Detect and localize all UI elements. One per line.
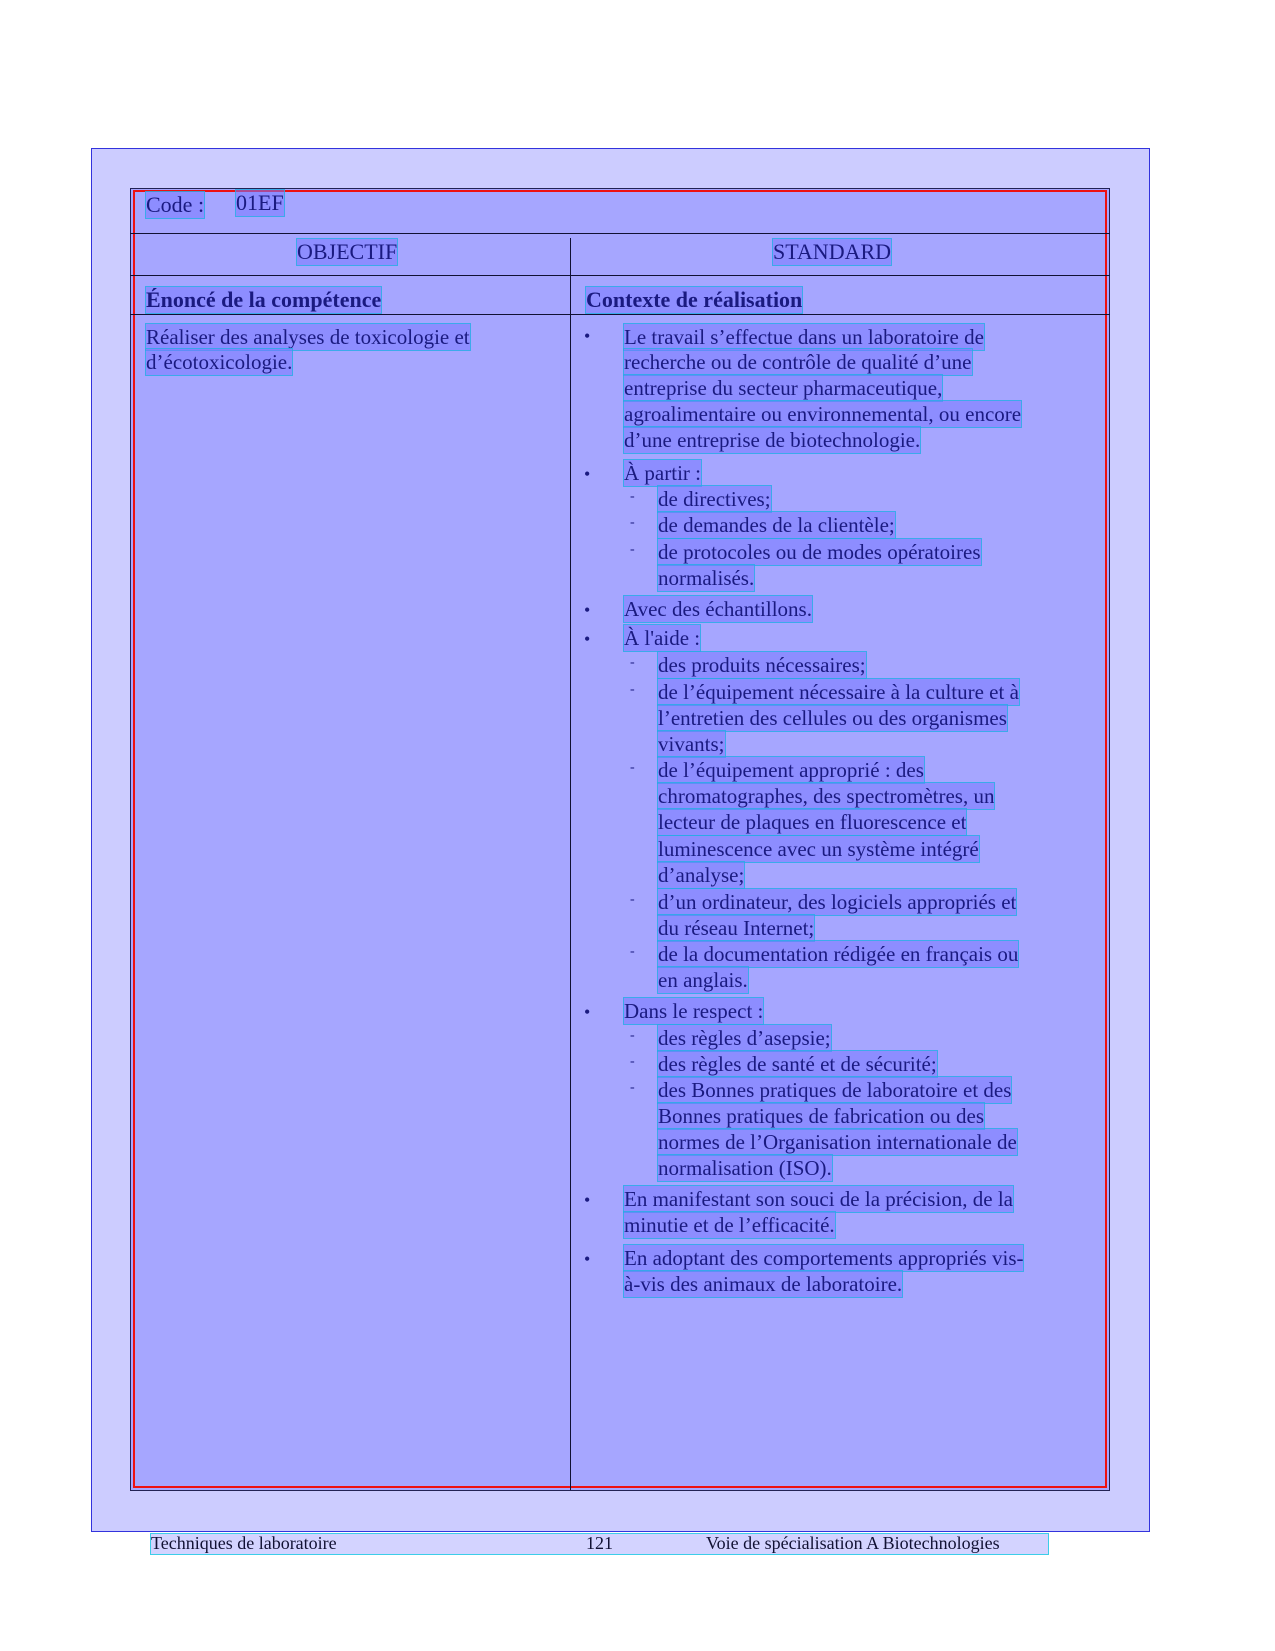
context-subitem: en anglais. [658,968,748,992]
bullet-icon: • [584,1190,591,1210]
context-line: En adoptant des comportements appropriés vis- [624,1246,1024,1270]
context-line: agroalimentaire ou environnemental, ou encore [624,402,1022,426]
code-label: Code : [146,192,205,217]
context-subitem: normes de l’Organisation internationale de [658,1130,1017,1154]
section-enonce: Énoncé de la compétence [146,287,382,312]
divider-columns [130,275,1110,276]
context-subitem: luminescence avec un système intégré [658,837,979,861]
bullet-icon: • [584,629,591,649]
context-subitem: normalisés. [658,566,755,590]
dash-icon: - [630,1080,635,1095]
context-line: Avec des échantillons. [624,597,812,621]
context-subitem: des Bonnes pratiques de laboratoire et des [658,1078,1012,1102]
context-subitem: chromatographes, des spectromètres, un [658,784,995,808]
context-line: recherche ou de contrôle de qualité d’une [624,350,972,374]
context-subitem: d’un ordinateur, des logiciels appropriés et [658,890,1017,914]
context-line: minutie et de l’efficacité. [624,1213,835,1237]
context-line: à-vis des animaux de laboratoire. [624,1272,903,1296]
column-standard: STANDARD [773,239,892,264]
context-subitem: du réseau Internet; [658,916,815,940]
competence-line: d’écotoxicologie. [146,350,293,374]
context-subitem: de la documentation rédigée en français ou [658,942,1019,966]
dash-icon: - [630,1028,635,1043]
column-divider [570,238,571,1490]
context-line: entreprise du secteur pharmaceutique, [624,376,943,400]
context-line: d’une entreprise de biotechnologie. [624,428,921,452]
bullet-icon: • [584,1249,591,1269]
dash-icon: - [630,760,635,775]
dash-icon: - [630,515,635,530]
column-objectif: OBJECTIF [297,239,398,264]
bullet-icon: • [584,326,591,346]
page-number: 121 [586,1533,613,1553]
context-subitem: de directives; [658,487,771,511]
context-line: À partir : [624,461,701,485]
bullet-icon: • [584,464,591,484]
context-subitem: Bonnes pratiques de fabrication ou des [658,1104,984,1128]
context-line: Le travail s’effectue dans un laboratoire de [624,325,984,349]
context-subitem: des règles de santé et de sécurité; [658,1052,937,1076]
dash-icon: - [630,944,635,959]
footer-specialisation: Voie de spécialisation A Biotechnologies [706,1533,1000,1553]
context-line: À l'aide : [624,626,701,650]
section-contexte: Contexte de réalisation [586,287,803,312]
context-subitem: normalisation (ISO). [658,1156,832,1180]
code-value: 01EF [236,190,284,215]
footer-program: Techniques de laboratoire [151,1533,337,1553]
bullet-icon: • [584,1002,591,1022]
context-subitem: lecteur de plaques en fluorescence et [658,810,967,834]
dash-icon: - [630,682,635,697]
dash-icon: - [630,892,635,907]
dash-icon: - [630,489,635,504]
context-subitem: de l’équipement nécessaire à la culture et à [658,680,1019,704]
competence-line: Réaliser des analyses de toxicologie et [146,325,470,349]
context-subitem: des produits nécessaires; [658,653,866,677]
dash-icon: - [630,1054,635,1069]
context-subitem: de demandes de la clientèle; [658,513,895,537]
context-subitem: de l’équipement approprié : des [658,758,924,782]
dash-icon: - [630,542,635,557]
context-subitem: des règles d’asepsie; [658,1026,831,1050]
bullet-icon: • [584,600,591,620]
context-subitem: l’entretien des cellules ou des organismes [658,706,1007,730]
divider-header [130,233,1110,234]
context-subitem: d’analyse; [658,863,745,887]
dash-icon: - [630,655,635,670]
divider-sections [130,314,1110,315]
context-subitem: de protocoles ou de modes opératoires [658,540,981,564]
context-line: Dans le respect : [624,999,764,1023]
context-line: En manifestant son souci de la précision, de la [624,1187,1013,1211]
context-subitem: vivants; [658,732,725,756]
